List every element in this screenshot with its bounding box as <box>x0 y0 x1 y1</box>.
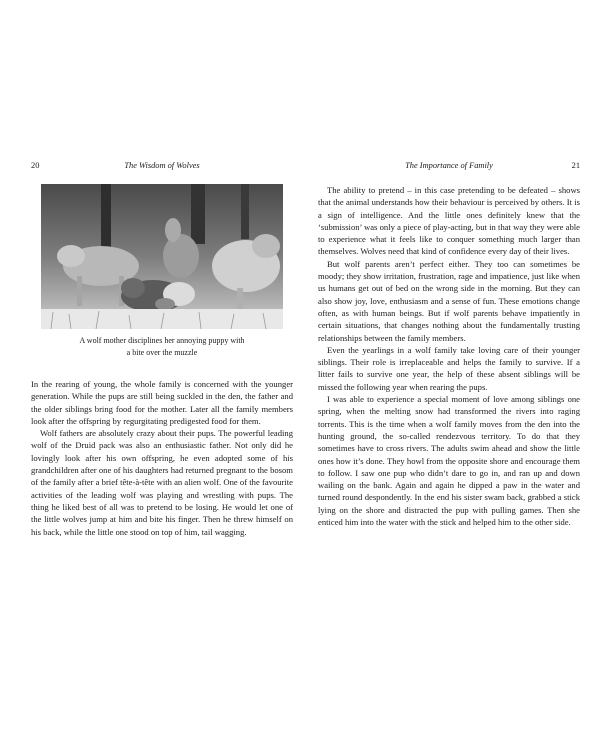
right-page-number: 21 <box>571 161 580 170</box>
right-paragraph-3: Even the yearlings in a wolf family take loving care of their younger siblings. Their role is irreplaceable and helps the family to survive. If a litter fails to survive one year, the help of these absent siblings will be missed the following year when rearing the pups. <box>318 344 580 392</box>
wolf-family-photo <box>41 184 283 329</box>
right-running-head <box>318 160 580 174</box>
right-paragraph-1: The ability to pretend – in this case pretending to be defeated – shows that the animal understands how their behaviour is perceived by others. It is a sign of intelligence. And the little ones definitely knew that the ‘submission’ was only a piece of play-acting, but in that way they were able to experience what it feels like to conquer something much larger than themselves. Wolves need that kind of confidence every day of their lives. <box>318 185 580 257</box>
right-paragraph-4: I was able to experience a special moment of love among siblings one spring, when the melting snow had transformed the rivers into raging torrents. This is the time when a wolf family moves from the den into the hunting ground, the so-called rendezvous territory. To do that they sometimes have to cross rivers. The adults swim ahead and show the little ones how it’s done. They howl from the opposite shore and encourage them to follow. I saw one pup who didn’t dare to go in, and ran up and down wailing on the bank. Again and again he dipped a paw in the water and turned round despondently. In the end his sister swam back, grabbed a stick lying on the shore and distracted the pup with pulling games. Then she enticed him into the water with the stick and helped him to the other side. <box>318 394 580 528</box>
left-page-number: 20 <box>31 161 40 170</box>
right-page <box>318 160 580 528</box>
caption-line-1: A wolf mother disciplines her annoying puppy with <box>79 336 245 345</box>
left-running-head <box>31 160 293 174</box>
left-page <box>31 160 293 538</box>
left-paragraph-1: In the rearing of young, the whole family is concerned with the younger generation. While the pups are still being suckled in the den, the father and the older siblings bring food for the mother. Later all the family members look after the offspring by regurgitating predigested food for them. <box>31 379 293 426</box>
left-paragraph-2: Wolf fathers are absolutely crazy about their pups. The powerful leading wolf of the Druid pack was also an enthusiastic father. Not only did he lovingly look after his own offspring, he even adopted some of his grandchildren after one of his daughters had returned pregnant to the bosom of the family after a brief tête-à-tête with an alien wolf. One of the favourite activities of the leading wolf was playing and wrestling with pups. The thing he liked best of all was to pretend to be losing. He would let one of the little wolves jump at him and bite his finger. Then he threw himself on his back, while the little one stood on top of him, tail wagging. <box>31 428 293 537</box>
left-running-title: The Wisdom of Wolves <box>124 161 200 170</box>
caption-line-2: a bite over the muzzle <box>126 347 198 357</box>
right-running-title: The Importance of Family <box>405 161 493 170</box>
right-paragraph-2: But wolf parents aren’t perfect either. They too can sometimes be moody; they show irritation, frustration, rage and impatience, just like when us humans get out of bed on the wrong side in the morning. But they can also show joy, love, enthusiasm and a sense of fun. These emotions change often, as with human beings. But if wolf parents behave impatiently in certain situations, that changes nothing about the fundamentally trusting relationships between the family members. <box>318 258 580 343</box>
figure-caption <box>31 335 293 358</box>
